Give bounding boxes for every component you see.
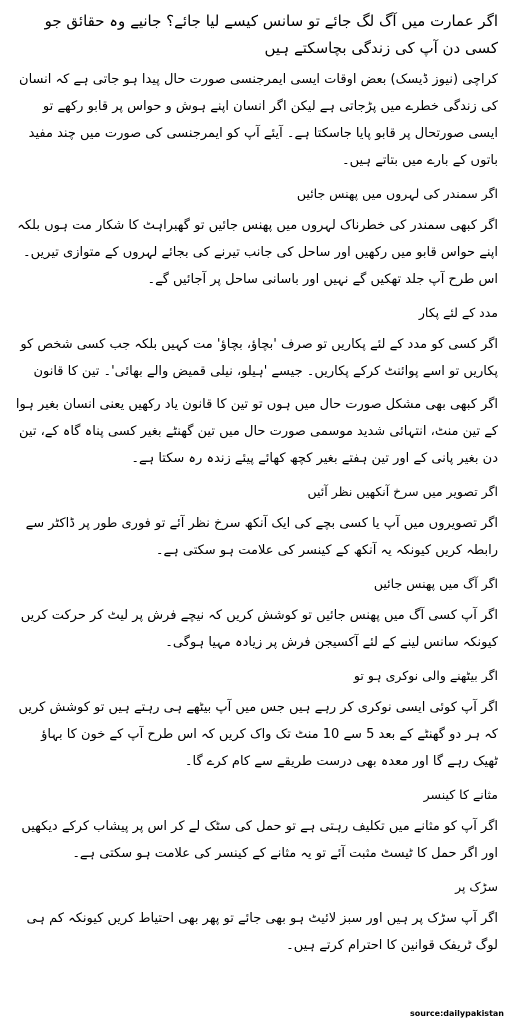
intro-paragraph: کراچی (نیوز ڈیسک) بعض اوقات ایسی ایمرجنسی صورت حال پیدا ہو جاتی ہے کہ انسان کی زندگی خطرے میں پڑجاتی ہے لیکن اگر انسان اپنے ہوش و حواس پر قابو رکھے تو ایسی صورتحال پر قابو پایا جاسکتا ہے۔ آیئے آپ کو ایمرجنسی کی صورت میں چند مفید باتوں کے بارے میں بتاتے ہیں۔ (19, 72, 498, 168)
section-text-on-road: اگر آپ سڑک پر ہیں اور سبز لائیٹ ہو بھی جائے تو پھر بھی احتیاط کریں کیونکہ کم ہی لوگ ٹریفک قوانین کا احترام کرتے ہیں۔ (26, 911, 498, 953)
section-text-rule-of-three: اگر کبھی بھی مشکل صورت حال میں ہوں تو تین کا قانون یاد رکھیں یعنی انسان بغیر ہوا کے تین منٹ، انتہائی شدید موسمی صورت حال میں تین گھنٹے بغیر کسی پناہ گاہ کے، تین دن بغیر پانی کے اور تین ہفتے بغیر کچھ کھائے پیئے زندہ رہ سکتا ہے۔ (15, 397, 498, 466)
section-text-sea-waves: اگر کبھی سمندر کی خطرناک لہروں میں پھنس جائیں تو گھبراہٹ کا شکار مت ہوں بلکہ اپنے حواس قابو میں رکھیں اور ساحل کی جانب تیرنے کی بجائے لہروں کے متوازی تیریں۔ اس طرح آپ جلد تھکیں گے نہیں اور باسانی ساحل پر آجائیں گے۔ (17, 218, 498, 287)
source-credit: source:dailypakistan (410, 1009, 504, 1018)
section-heading-fire: اگر آگ میں پھنس جائیں (373, 576, 498, 591)
section-text-sitting-job: اگر آپ کوئی ایسی نوکری کر رہے ہیں جس میں آپ بیٹھے ہی رہتے ہیں تو کوشش کریں کہ ہر دو گھنٹے کے بعد 5 سے 10 منٹ تک واک کریں کہ اس طرح آپ کے خون کا بہاؤ ٹھیک رہے گا اور معدہ بھی درست طریقے سے کام کرے گا۔ (18, 700, 498, 769)
section-heading-sitting-job: اگر بیٹھنے والی نوکری ہو تو (353, 668, 498, 683)
section-heading-bladder-cancer: مثانے کا کینسر (423, 787, 498, 802)
section-text-bladder-cancer: اگر آپ کو مثانے میں تکلیف رہتی ہے تو حمل کی سٹک لے کر اس پر پیشاب کرکے دیکھیں اور اگر حمل کا ٹیسٹ مثبت آئے تو یہ مثانے کے کینسر کی علامت ہو سکتی ہے۔ (21, 819, 498, 861)
section-text-call-for-help: اگر کسی کو مدد کے لئے پکاریں تو صرف 'بچاؤ، بچاؤ' مت کہیں بلکہ جب کسی شخص کو پکاریں تو اسے پوائنٹ کرکے پکاریں۔ جیسے 'ہیلو، نیلی قمیض والے بھائی'۔ تین کا قانون (20, 337, 498, 379)
article-title: اگر عمارت میں آگ لگ جائے تو سانس کیسے لیا جائے؟ جانیے وہ حقائق جو کسی دن آپ کی زندگی بچاسکتے ہیں (44, 12, 498, 57)
section-heading-on-road: سڑک پر (455, 879, 498, 894)
section-text-fire: اگر آپ کسی آگ میں پھنس جائیں تو کوشش کریں کہ نیچے فرش پر لیٹ کر حرکت کریں کیونکہ سانس لینے کے لئے آکسیجن فرش پر زیادہ مہیا ہوگی۔ (20, 608, 498, 650)
section-text-red-eyes: اگر تصویروں میں آپ یا کسی بچے کی ایک آنکھ سرخ نظر آئے تو فوری طور پر ڈاکٹر سے رابطہ کریں کیونکہ یہ آنکھ کے کینسر کی علامت ہو سکتی ہے۔ (25, 516, 498, 558)
section-heading-call-for-help: مدد کے لئے پکار (418, 305, 498, 320)
section-heading-red-eyes: اگر تصویر میں سرخ آنکھیں نظر آئیں (307, 484, 498, 499)
section-heading-sea-waves: اگر سمندر کی لہروں میں پھنس جائیں (296, 186, 498, 201)
